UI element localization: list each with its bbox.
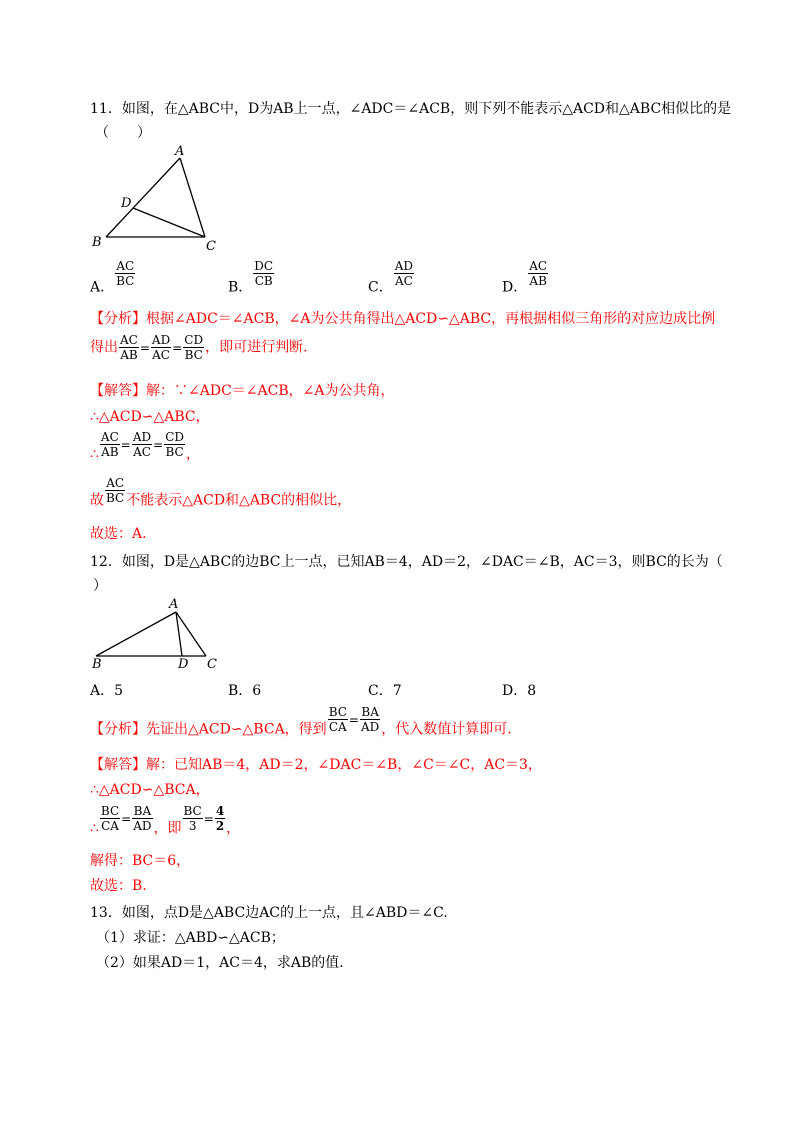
option-letter: C． (368, 279, 393, 296)
q12-stem-end: ） (93, 578, 107, 594)
ratio-fraction: $\frac{4}{2}$ (215, 804, 225, 833)
ratio-fraction: $\frac{CD}{BC}$ (165, 430, 185, 459)
q12-label-b: B (92, 657, 102, 672)
q11-label-d: D (121, 196, 132, 211)
ratio-fraction: $\frac{BC}{CA}$ (100, 804, 120, 833)
q11-analysis-line2: 得出 $\frac{AC}{AB}$ = $\frac{AD}{AC}$ = $\frac{CD}{BC}$ ，即可进行判断. (90, 333, 308, 362)
q13-part1: （1）求证：△ABD∽△ACB； (96, 930, 285, 946)
q11-label-c: C (206, 239, 216, 254)
q12-answer-line2: ∴△ACD∽△BCA， (90, 782, 210, 798)
option-fraction: $\frac{AC}{AB}$ (529, 259, 548, 288)
q11-label-b: B (92, 235, 102, 250)
q12-choice: 故选：B. (90, 878, 147, 894)
q11-stem: 如图，在△ABC中，D为AB上一点，∠ADC＝∠ACB，则下列不能表示△ACD和△ABC相似比的是 (121, 101, 732, 117)
analysis-text: 根据∠ADC＝∠ACB，∠A为公共角得出△ACD∽△ABC，再根据相似三角形的对应边成比例 (146, 311, 716, 327)
q12-analysis: 【分析】先证出△ACD∽△BCA，得到 $\frac{BC}{CA}$ = $\frac{BA}{AD}$ ，代入数值计算即可. (90, 705, 512, 738)
ratio-fraction: $\frac{AD}{AC}$ (151, 333, 171, 362)
option-letter: B． (228, 279, 253, 296)
q11-answer-line1: 【解答】解：∵∠ADC＝∠ACB，∠A为公共角， (90, 383, 395, 399)
q11-answer-line3: ∴ $\frac{AC}{AB}$ = $\frac{AD}{AC}$ = $\frac{CD}{BC}$ ， (90, 430, 201, 463)
analysis-tag: 【分析】 (90, 721, 146, 738)
q12-segment-ab (96, 612, 176, 656)
q11-choice: 故选：A. (90, 526, 147, 542)
q12-label-c: C (207, 657, 217, 672)
ratio-fraction: $\frac{AC}{AB}$ (100, 430, 119, 459)
q12-option-b: B．6 (228, 683, 262, 699)
option-fraction: $\frac{DC}{CB}$ (254, 259, 274, 288)
answer-tag: 【解答】 (90, 757, 146, 773)
option-fraction: $\frac{AD}{AC}$ (394, 259, 414, 288)
q11-answer-line2: ∴△ACD∽△ABC， (90, 409, 210, 425)
q12-option-d: D．8 (502, 683, 537, 699)
q13-stem-line (90, 902, 448, 922)
q12-label-d: D (178, 657, 189, 672)
q11-answer-blank: （ ） (95, 125, 151, 141)
q12-stem: 如图，D是△ABC的边BC上一点，已知AB＝4，AD＝2，∠DAC＝∠B，AC＝3，则BC的长为（ (121, 554, 723, 570)
q12-answer-line4: 解得：BC＝6， (90, 853, 191, 869)
option-fraction: $\frac{AC}{BC}$ (116, 259, 135, 288)
ratio-fraction: $\frac{BC}{3}$ (183, 804, 202, 833)
ratio-fraction: $\frac{CD}{BC}$ (184, 333, 204, 362)
q12-answer-line1: 【解答】解：已知AB＝4，AD＝2，∠DAC＝∠B，∠C＝∠C，AC＝3， (90, 757, 542, 773)
q12-option-c: C．7 (368, 683, 402, 699)
q11-answer-line4: 故 $\frac{AC}{BC}$ 不能表示△ACD和△ABC的相似比， (90, 476, 352, 509)
ratio-fraction: $\frac{AC}{BC}$ (106, 476, 125, 505)
ratio-fraction: $\frac{BA}{AD}$ (360, 705, 380, 734)
q11-label-a: A (175, 144, 185, 159)
q12-label-a: A (169, 597, 179, 612)
option-letter: A． (90, 279, 115, 296)
q12-number: 12． (90, 554, 122, 570)
analysis-tag: 【分析】 (90, 311, 146, 327)
q13-stem: 如图，点D是△ABC边AC的上一点，且∠ABD＝∠C. (121, 905, 448, 921)
q11-number: 11． (90, 101, 122, 117)
option-letter: D． (502, 279, 528, 296)
q13-number: 13． (90, 905, 122, 921)
ratio-fraction: $\frac{AC}{AB}$ (120, 333, 138, 362)
answer-tag: 【解答】 (90, 383, 146, 399)
ratio-fraction: $\frac{BA}{AD}$ (133, 804, 152, 833)
q12-option-a: A．5 (90, 683, 124, 699)
ratio-fraction: $\frac{BC}{CA}$ (328, 705, 347, 734)
ratio-fraction: $\frac{AD}{AC}$ (132, 430, 152, 459)
q12-answer-line3: ∴ $\frac{BC}{CA}$ = $\frac{BA}{AD}$ ，即 $\frac{BC}{3}$ = $\frac{4}{2}$ ， (90, 804, 241, 837)
q13-part2: （2）如果AD＝1，AC＝4，求AB的值. (96, 955, 344, 971)
